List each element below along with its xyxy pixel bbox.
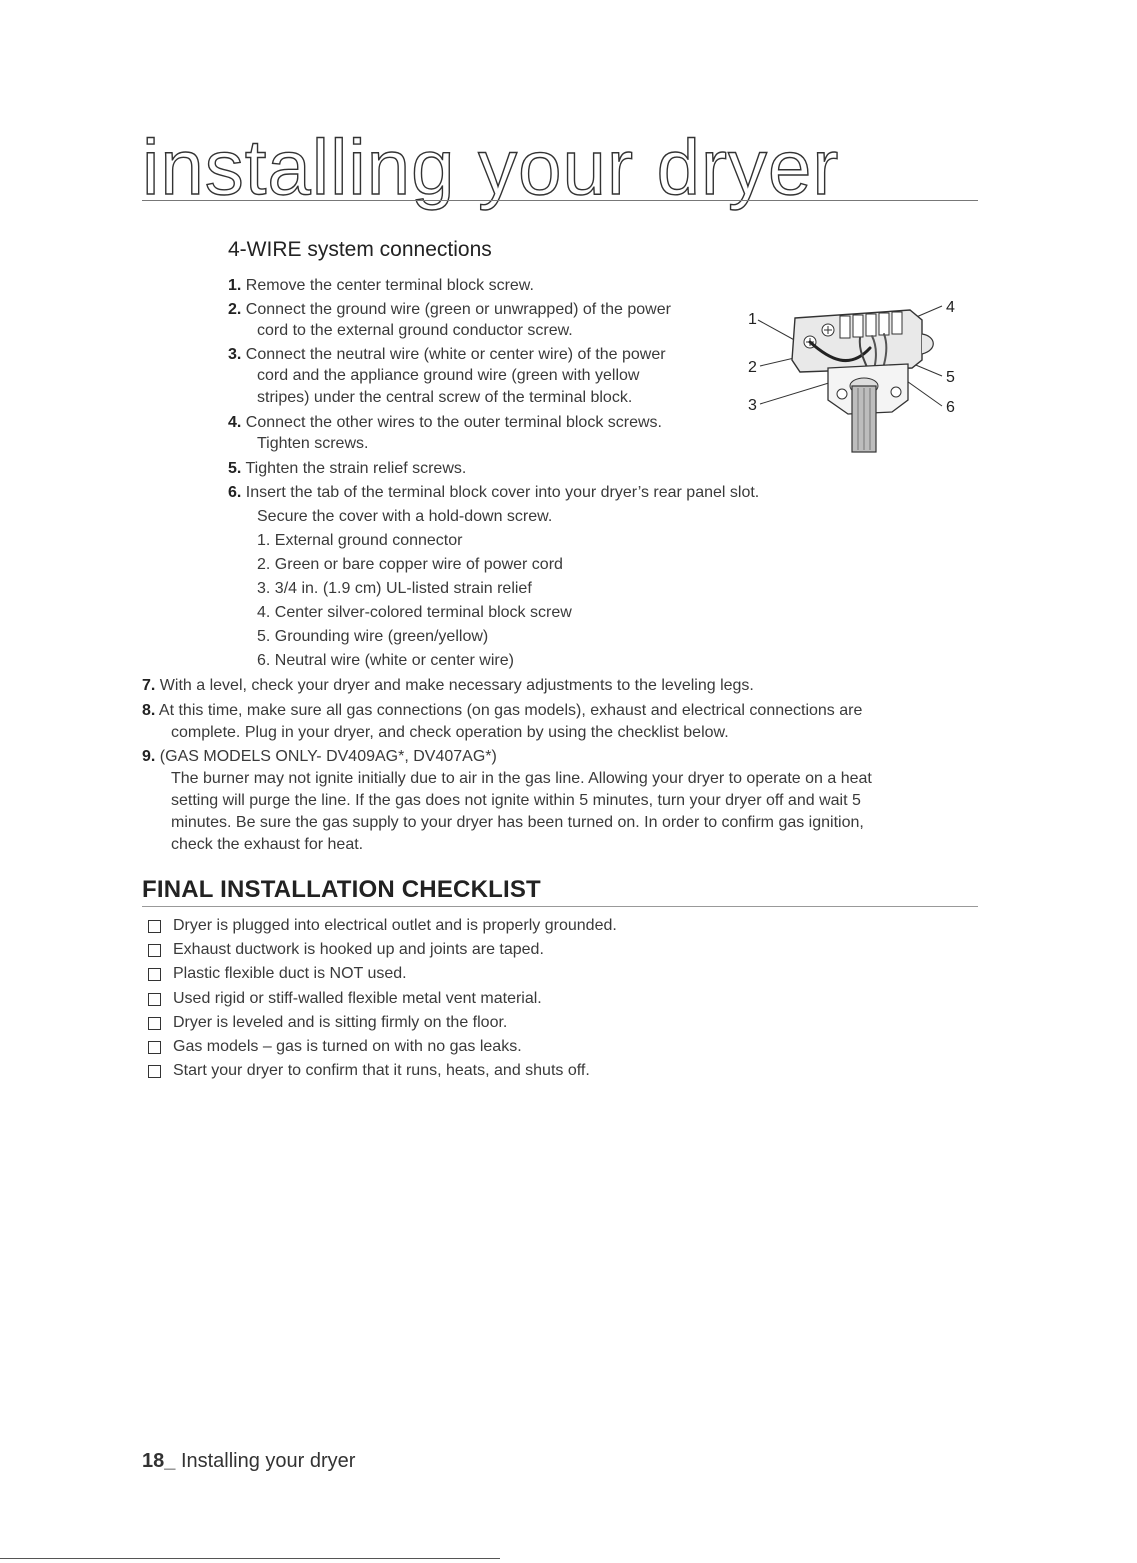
step-line: 3. Connect the neutral wire (white or center wire) of the power	[228, 346, 666, 363]
checkbox-icon[interactable]	[148, 1065, 161, 1078]
checkbox-icon[interactable]	[148, 993, 161, 1006]
step-line: cord and the appliance ground wire (green with yellow	[257, 367, 640, 384]
step-line: 7. With a level, check your dryer and make necessary adjustments to the leveling legs.	[142, 677, 754, 694]
step-line: 6. Insert the tab of the terminal block cover into your dryer’s rear panel slot.	[228, 484, 760, 501]
checklist-item: Gas models – gas is turned on with no gas leaks.	[148, 1036, 522, 1058]
legend-item: 2. Green or bare copper wire of power cord	[257, 556, 563, 573]
checkbox-icon[interactable]	[148, 1041, 161, 1054]
checkbox-icon[interactable]	[148, 944, 161, 957]
callout-2: 2	[748, 359, 757, 376]
step-line: minutes. Be sure the gas supply to your dryer has been turned on. In order to confirm gas ignition,	[171, 814, 864, 831]
step-line: setting will purge the line. If the gas does not ignite within 5 minutes, turn your dryer off and wait 5	[171, 792, 861, 809]
step-line: Secure the cover with a hold-down screw.	[257, 508, 553, 525]
checklist-item: Used rigid or stiff-walled flexible metal vent material.	[148, 988, 542, 1010]
section-subtitle: 4-WIRE system connections	[228, 238, 492, 261]
step-line: 1. Remove the center terminal block screw.	[228, 277, 534, 294]
step-line: check the exhaust for heat.	[171, 836, 364, 853]
checklist-item: Dryer is leveled and is sitting firmly on the floor.	[148, 1012, 507, 1034]
legend-item: 5. Grounding wire (green/yellow)	[257, 628, 489, 645]
legend-item: 3. 3/4 in. (1.9 cm) UL-listed strain relief	[257, 580, 532, 597]
callout-5: 5	[946, 369, 955, 386]
chapter-title: installing your dryer	[142, 123, 840, 211]
checkbox-icon[interactable]	[148, 920, 161, 933]
legend-item: 1. External ground connector	[257, 532, 463, 549]
checklist-rule	[142, 906, 978, 907]
terminal-block	[792, 310, 933, 372]
callout-4: 4	[946, 299, 955, 316]
legend-item: 4. Center silver-colored terminal block screw	[257, 604, 572, 621]
title-rule	[142, 200, 978, 201]
power-cord	[852, 386, 876, 452]
step-line: stripes) under the central screw of the terminal block.	[257, 389, 633, 406]
legend-item: 6. Neutral wire (white or center wire)	[257, 652, 514, 669]
step-line: 2. Connect the ground wire (green or unwrapped) of the power	[228, 301, 671, 318]
checklist-item: Dryer is plugged into electrical outlet and is properly grounded.	[148, 915, 617, 937]
step-line: 8. At this time, make sure all gas connections (on gas models), exhaust and electrical connections are	[142, 702, 863, 719]
step-line: cord to the external ground conductor screw.	[257, 322, 573, 339]
step-line: The burner may not ignite initially due to air in the gas line. Allowing your dryer to operate on a heat	[171, 770, 872, 787]
step-line: 5. Tighten the strain relief screws.	[228, 460, 467, 477]
step-line: complete. Plug in your dryer, and check operation by using the checklist below.	[171, 724, 729, 741]
step-line: Tighten screws.	[257, 435, 369, 452]
checklist-item: Start your dryer to confirm that it runs, heats, and shuts off.	[148, 1060, 590, 1082]
callout-3: 3	[748, 397, 757, 414]
callout-1: 1	[748, 311, 757, 328]
checkbox-icon[interactable]	[148, 1017, 161, 1030]
checklist-item: Exhaust ductwork is hooked up and joints are taped.	[148, 939, 544, 961]
terminal-block-diagram	[740, 290, 970, 460]
bottom-rule	[0, 1558, 500, 1559]
page-footer	[142, 1450, 355, 1473]
terminal-block-illustration	[740, 290, 970, 460]
step-line: 9. (GAS MODELS ONLY- DV409AG*, DV407AG*)	[142, 748, 497, 765]
step-line: 4. Connect the other wires to the outer terminal block screws.	[228, 414, 662, 431]
checkbox-icon[interactable]	[148, 968, 161, 981]
page-number: 18_	[142, 1450, 176, 1472]
footer-section: Installing your dryer	[180, 1450, 356, 1472]
callout-6: 6	[946, 399, 955, 416]
checklist-title: FINAL INSTALLATION CHECKLIST	[142, 876, 541, 903]
checklist-item: Plastic flexible duct is NOT used.	[148, 963, 407, 985]
